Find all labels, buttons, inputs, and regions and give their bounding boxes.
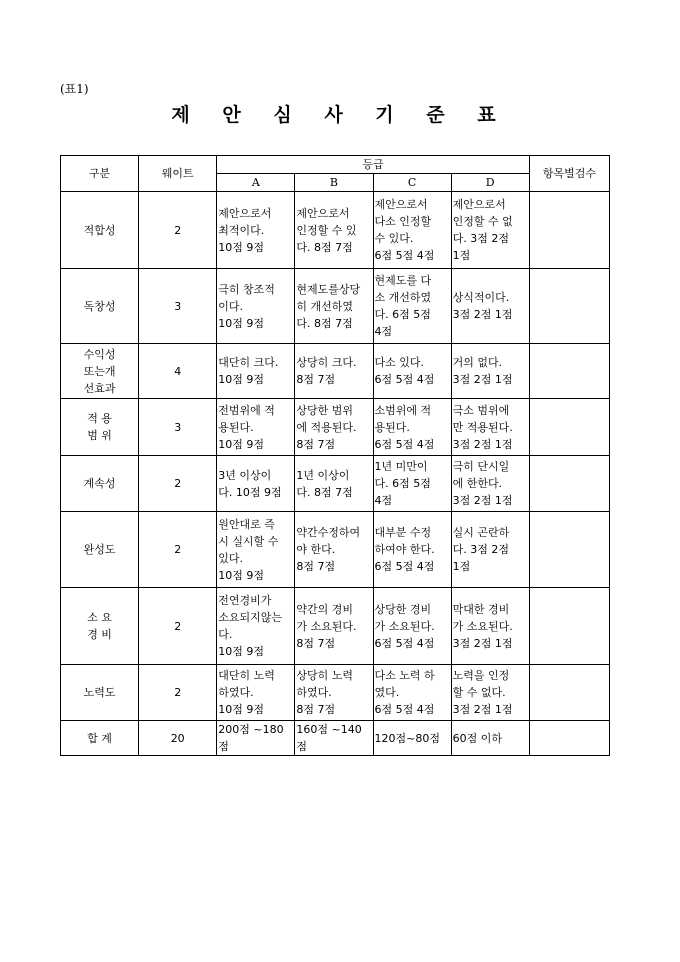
row-grade-c: 상당한 경비 가 소요된다. 6점 5점 4점 bbox=[373, 588, 451, 665]
row-grade-d: 노력을 인정 할 수 없다. 3점 2점 1점 bbox=[451, 665, 529, 721]
row-item-score bbox=[529, 665, 609, 721]
table-row bbox=[61, 269, 610, 344]
row-weight: 2 bbox=[139, 456, 217, 512]
header-grade: 등급 bbox=[217, 156, 530, 174]
row-grade-c: 제안으로서 다소 인정할 수 있다. 6점 5점 4점 bbox=[373, 192, 451, 269]
row-category: 적 용 범 위 bbox=[61, 399, 139, 456]
row-category: 적합성 bbox=[61, 192, 139, 269]
table-row bbox=[61, 512, 610, 588]
total-grade-a: 200점 ~180 점 bbox=[217, 721, 295, 756]
row-grade-b: 약간의 경비 가 소요된다. 8점 7점 bbox=[295, 588, 373, 665]
row-item-score bbox=[529, 269, 609, 344]
row-weight: 2 bbox=[139, 588, 217, 665]
total-grade-d: 60점 이하 bbox=[451, 721, 529, 756]
total-item-score bbox=[529, 721, 609, 756]
row-category: 계속성 bbox=[61, 456, 139, 512]
total-grade-b: 160점 ~140 점 bbox=[295, 721, 373, 756]
row-grade-b: 상당히 크다. 8점 7점 bbox=[295, 344, 373, 399]
row-grade-a: 대단히 크다. 10점 9점 bbox=[217, 344, 295, 399]
page-title: 제 안 심 사 기 준 표 bbox=[171, 104, 509, 126]
row-grade-c: 다소 있다. 6점 5점 4점 bbox=[373, 344, 451, 399]
row-weight: 2 bbox=[139, 192, 217, 269]
table-row bbox=[61, 456, 610, 512]
total-category: 합 계 bbox=[61, 721, 139, 756]
header-grade-a: A bbox=[217, 174, 295, 192]
table-row bbox=[61, 192, 610, 269]
total-row bbox=[61, 721, 610, 756]
row-category: 완성도 bbox=[61, 512, 139, 588]
row-category: 소 요 경 비 bbox=[61, 588, 139, 665]
row-grade-d: 막대한 경비 가 소요된다. 3점 2점 1점 bbox=[451, 588, 529, 665]
row-grade-a: 전범위에 적 용된다. 10점 9점 bbox=[217, 399, 295, 456]
row-grade-c: 다소 노력 하 였다. 6점 5점 4점 bbox=[373, 665, 451, 721]
header-weight: 웨이트 bbox=[139, 156, 217, 192]
row-item-score bbox=[529, 512, 609, 588]
row-grade-b: 1년 이상이 다. 8점 7점 bbox=[295, 456, 373, 512]
row-grade-c: 1년 미만이 다. 6점 5점 4점 bbox=[373, 456, 451, 512]
row-grade-a: 3년 이상이 다. 10점 9점 bbox=[217, 456, 295, 512]
row-grade-d: 상식적이다. 3점 2점 1점 bbox=[451, 269, 529, 344]
row-category: 수익성 또는개 선효과 bbox=[61, 344, 139, 399]
row-grade-b: 약간수정하여 야 한다. 8점 7점 bbox=[295, 512, 373, 588]
criteria-table bbox=[60, 155, 610, 756]
row-category: 독창성 bbox=[61, 269, 139, 344]
table-caption: (표1) bbox=[60, 82, 89, 96]
row-grade-d: 제안으로서 인정할 수 없 다. 3점 2점 1점 bbox=[451, 192, 529, 269]
header-grade-d: D bbox=[451, 174, 529, 192]
row-item-score bbox=[529, 456, 609, 512]
row-grade-d: 극소 범위에 만 적용된다. 3점 2점 1점 bbox=[451, 399, 529, 456]
row-category: 노력도 bbox=[61, 665, 139, 721]
header-grade-b: B bbox=[295, 174, 373, 192]
row-weight: 3 bbox=[139, 269, 217, 344]
total-grade-c: 120점~80점 bbox=[373, 721, 451, 756]
row-grade-a: 제안으로서 최적이다. 10점 9점 bbox=[217, 192, 295, 269]
table-row bbox=[61, 588, 610, 665]
table-row bbox=[61, 344, 610, 399]
row-grade-c: 소범위에 적 용된다. 6점 5점 4점 bbox=[373, 399, 451, 456]
table-row bbox=[61, 665, 610, 721]
total-weight: 20 bbox=[139, 721, 217, 756]
row-item-score bbox=[529, 588, 609, 665]
row-grade-c: 대부분 수정 하여야 한다. 6점 5점 4점 bbox=[373, 512, 451, 588]
row-grade-a: 원안대로 즉 시 실시할 수 있다. 10점 9점 bbox=[217, 512, 295, 588]
row-item-score bbox=[529, 344, 609, 399]
row-weight: 2 bbox=[139, 512, 217, 588]
row-item-score bbox=[529, 399, 609, 456]
header-item-score: 항목별검수 bbox=[529, 156, 609, 192]
row-grade-d: 거의 없다. 3점 2점 1점 bbox=[451, 344, 529, 399]
header-grade-c: C bbox=[373, 174, 451, 192]
row-grade-b: 상당한 범위 에 적용된다. 8점 7점 bbox=[295, 399, 373, 456]
row-weight: 2 bbox=[139, 665, 217, 721]
row-grade-d: 극히 단시일 에 한한다. 3점 2점 1점 bbox=[451, 456, 529, 512]
row-grade-b: 제안으로서 인정할 수 있 다. 8점 7점 bbox=[295, 192, 373, 269]
row-item-score bbox=[529, 192, 609, 269]
header-category: 구분 bbox=[61, 156, 139, 192]
row-grade-c: 현제도를 다 소 개선하였 다. 6점 5점 4점 bbox=[373, 269, 451, 344]
row-grade-b: 현제도를상당 히 개선하였 다. 8점 7점 bbox=[295, 269, 373, 344]
row-weight: 4 bbox=[139, 344, 217, 399]
row-grade-a: 전연경비가 소요되지않는 다. 10점 9점 bbox=[217, 588, 295, 665]
row-grade-a: 대단히 노력 하였다. 10점 9점 bbox=[217, 665, 295, 721]
row-grade-b: 상당히 노력 하였다. 8점 7점 bbox=[295, 665, 373, 721]
row-grade-d: 실시 곤란하 다. 3점 2점 1점 bbox=[451, 512, 529, 588]
row-grade-a: 극히 창조적 이다. 10점 9점 bbox=[217, 269, 295, 344]
row-weight: 3 bbox=[139, 399, 217, 456]
table-row bbox=[61, 399, 610, 456]
